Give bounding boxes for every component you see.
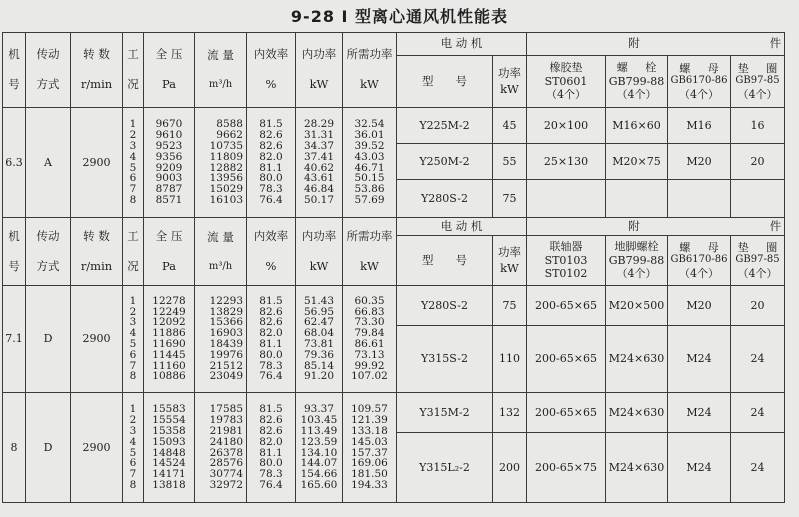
required-power-list <box>343 108 397 218</box>
header-required-power: 所需功率 kW <box>343 218 397 286</box>
list-value: 82.6 <box>259 414 283 427</box>
required-power-list <box>343 393 397 503</box>
header-speed: 转 数 r/min <box>71 218 123 286</box>
list-value: 62.47 <box>303 316 335 329</box>
coupling-cell: 200-65×65 <box>527 393 606 433</box>
list-value: 9209 <box>155 161 183 174</box>
list-value: 12293 <box>209 294 243 307</box>
list-value: 12092 <box>152 316 186 329</box>
header-total-pressure: 全 压 Pa <box>144 33 195 108</box>
list-value: 6 <box>129 348 137 361</box>
anchor-bolt-cell: M24×630 <box>606 326 668 393</box>
speed-cell: 2900 <box>71 393 123 503</box>
list-value: 2 <box>129 305 137 318</box>
list-value: 2 <box>129 414 137 427</box>
motor-model-cell: Y280S-2 <box>397 286 493 326</box>
page-title: 9-28 I 型离心通风机性能表 <box>290 7 509 26</box>
list-value: 6 <box>129 457 137 470</box>
list-value: 14171 <box>152 468 186 481</box>
list-value: 3 <box>129 139 137 152</box>
header-condition: 工 况 <box>123 218 144 286</box>
list-value: 1 <box>129 403 137 416</box>
list-value: 181.50 <box>351 468 388 481</box>
list-value: 154.66 <box>300 468 338 481</box>
list-value: 145.03 <box>351 435 388 448</box>
list-value: 11690 <box>152 338 186 350</box>
list-value: 107.02 <box>351 370 388 383</box>
list-value: 23049 <box>209 370 243 383</box>
total-pressure-list <box>144 286 195 393</box>
header-motor-group: 电 动 机 <box>397 218 527 236</box>
list-value: 82.0 <box>259 327 283 340</box>
list-value: 81.5 <box>259 118 283 131</box>
motor-power-cell: 132 <box>493 393 527 433</box>
list-value: 103.45 <box>300 414 338 427</box>
list-value: 13818 <box>152 478 186 491</box>
condition-list <box>123 393 144 503</box>
list-value: 8787 <box>155 183 183 196</box>
list-value: 157.37 <box>351 446 388 459</box>
washer-cell: 20 <box>731 286 785 326</box>
inner-power-list <box>296 286 343 393</box>
list-value: 113.49 <box>300 424 338 437</box>
header-anchor-bolt: 地脚螺栓 GB799-88 （4个） <box>606 236 668 286</box>
list-value: 8588 <box>216 118 243 131</box>
motor-model-cell: Y315S-2 <box>397 326 493 393</box>
motor-model-cell: Y250M-2 <box>397 144 493 180</box>
motor-power-cell: 55 <box>493 144 527 180</box>
header-motor-model: 型 号 <box>397 236 493 286</box>
list-value: 5 <box>129 338 137 350</box>
motor-power-cell: 75 <box>493 180 527 218</box>
list-value: 99.92 <box>354 359 385 372</box>
total-pressure-list <box>144 108 195 218</box>
coupling-cell: 200-65×65 <box>527 326 606 393</box>
list-value: 81.1 <box>259 446 283 459</box>
list-value: 15583 <box>152 403 186 416</box>
list-value: 14848 <box>152 446 186 459</box>
inner-power-list <box>296 108 343 218</box>
motor-power-cell: 45 <box>493 108 527 144</box>
list-value: 7 <box>129 183 137 196</box>
list-value: 133.18 <box>351 424 388 437</box>
header-motor-power: 功率 kW <box>493 236 527 286</box>
condition-list <box>123 286 144 393</box>
list-value: 9662 <box>216 129 243 142</box>
machine-no-cell: 7.1 <box>3 286 26 393</box>
motor-model-cell: Y280S-2 <box>397 180 493 218</box>
list-value: 32.54 <box>354 118 385 131</box>
list-value: 18439 <box>209 338 243 350</box>
nut-cell: M24 <box>668 433 731 503</box>
list-value: 1 <box>129 118 137 131</box>
list-value: 6 <box>129 172 137 185</box>
header-motor-power: 功率 kW <box>493 56 527 108</box>
list-value: 66.83 <box>354 305 385 318</box>
list-value: 50.17 <box>303 193 335 206</box>
list-value: 82.6 <box>259 424 283 437</box>
list-value: 9523 <box>155 139 183 152</box>
list-value: 2 <box>129 129 137 142</box>
list-value: 76.4 <box>259 370 283 383</box>
list-value: 56.95 <box>303 305 335 318</box>
list-value: 8571 <box>155 193 183 206</box>
header-efficiency: 内效率 % <box>247 33 296 108</box>
washer-cell: 16 <box>731 108 785 144</box>
list-value: 4 <box>129 435 137 448</box>
nut-cell: M24 <box>668 393 731 433</box>
washer-cell: 20 <box>731 144 785 180</box>
transmission-cell: A <box>26 108 71 218</box>
nut-cell: M24 <box>668 326 731 393</box>
section2-group2-row1 <box>3 393 785 433</box>
list-value: 51.43 <box>303 294 335 307</box>
list-value: 19783 <box>209 414 243 427</box>
list-value: 16103 <box>209 193 243 206</box>
header-nut: 螺 母 GB6170-86 （4个） <box>668 236 731 286</box>
performance-table <box>2 32 785 503</box>
list-value: 14524 <box>152 457 186 470</box>
list-value: 50.15 <box>354 172 385 185</box>
list-value: 12249 <box>152 305 186 318</box>
list-value: 15093 <box>152 435 186 448</box>
list-value: 82.0 <box>259 150 283 163</box>
list-value: 11886 <box>152 327 186 340</box>
list-value: 5 <box>129 161 137 174</box>
motor-model-cell: Y315M-2 <box>397 393 493 433</box>
coupling-cell: 200-65×75 <box>527 433 606 503</box>
list-value: 109.57 <box>351 403 388 416</box>
list-value: 60.35 <box>354 294 385 307</box>
list-value: 7 <box>129 468 137 481</box>
list-value: 11809 <box>209 150 243 163</box>
list-value: 134.10 <box>300 446 338 459</box>
header-washer: 垫 圈 GB97-85 （4个） <box>731 236 785 286</box>
list-value: 15358 <box>152 424 186 437</box>
motor-model-cell: Y225M-2 <box>397 108 493 144</box>
nut-cell: M20 <box>668 286 731 326</box>
list-value: 13829 <box>209 305 243 318</box>
list-value: 68.04 <box>303 327 335 340</box>
list-value: 32972 <box>209 478 243 491</box>
list-value: 28576 <box>209 457 243 470</box>
header-flow: 流 量 m³/h <box>195 33 247 108</box>
list-value: 79.36 <box>303 348 335 361</box>
anchor-bolt-cell: M20×500 <box>606 286 668 326</box>
list-value: 9356 <box>155 150 183 163</box>
list-value: 39.52 <box>354 139 385 152</box>
header-washer: 垫 圈 GB97-85 （4个） <box>731 56 785 108</box>
flow-list <box>195 286 247 393</box>
list-value: 121.39 <box>351 414 388 427</box>
list-value: 4 <box>129 327 137 340</box>
header-coupling: 联轴器 ST0103 ST0102 <box>527 236 606 286</box>
list-value: 16903 <box>209 327 243 340</box>
motor-model-cell: Y315L₂-2 <box>397 433 493 503</box>
header-inner-power: 内功率 kW <box>296 218 343 286</box>
section2-header-row1 <box>3 218 785 236</box>
washer-cell: 24 <box>731 393 785 433</box>
bolt-cell: M20×75 <box>606 144 668 180</box>
header-flow: 流 量 m³/h <box>195 218 247 286</box>
list-value: 43.03 <box>354 150 385 163</box>
header-condition: 工 况 <box>123 33 144 108</box>
list-value: 12278 <box>152 294 186 307</box>
transmission-cell: D <box>26 286 71 393</box>
list-value: 123.59 <box>300 435 338 448</box>
list-value: 43.61 <box>303 172 335 185</box>
list-value: 21512 <box>209 359 243 372</box>
section1-data-row1 <box>3 108 785 144</box>
efficiency-list <box>247 393 296 503</box>
list-value: 7 <box>129 359 137 372</box>
header-machine-no: 机 号 <box>3 218 26 286</box>
header-speed: 转 数 r/min <box>71 33 123 108</box>
header-attachments-group: 附 件 <box>527 218 785 236</box>
list-value: 78.3 <box>259 183 283 196</box>
condition-list <box>123 108 144 218</box>
motor-power-cell: 110 <box>493 326 527 393</box>
list-value: 13956 <box>209 172 243 185</box>
list-value: 40.62 <box>303 161 335 174</box>
list-value: 8 <box>129 370 137 383</box>
list-value: 34.37 <box>303 139 335 152</box>
washer-cell: 24 <box>731 433 785 503</box>
flow-list <box>195 108 247 218</box>
list-value: 76.4 <box>259 478 283 491</box>
list-value: 11160 <box>152 359 186 372</box>
list-value: 169.06 <box>351 457 388 470</box>
list-value: 17585 <box>209 403 243 416</box>
rubber-pad-cell: 20×100 <box>527 108 606 144</box>
inner-power-list <box>296 393 343 503</box>
header-machine-no: 机 号 <box>3 33 26 108</box>
list-value: 80.0 <box>259 457 283 470</box>
list-value: 15366 <box>209 316 243 329</box>
section1-header-row1 <box>3 33 785 56</box>
list-value: 73.81 <box>303 338 335 350</box>
coupling-cell: 200-65×65 <box>527 286 606 326</box>
bolt-cell <box>606 180 668 218</box>
list-value: 79.84 <box>354 327 385 340</box>
list-value: 11445 <box>152 348 186 361</box>
list-value: 82.6 <box>259 129 283 142</box>
list-value: 10735 <box>209 139 243 152</box>
list-value: 15029 <box>209 183 243 196</box>
list-value: 30774 <box>209 468 243 481</box>
washer-cell <box>731 180 785 218</box>
list-value: 3 <box>129 424 137 437</box>
list-value: 81.5 <box>259 403 283 416</box>
list-value: 12882 <box>209 161 243 174</box>
anchor-bolt-cell: M24×630 <box>606 393 668 433</box>
header-motor-model: 型 号 <box>397 56 493 108</box>
list-value: 194.33 <box>351 478 388 491</box>
list-value: 10886 <box>152 370 186 383</box>
machine-no-cell: 8 <box>3 393 26 503</box>
list-value: 28.29 <box>303 118 335 131</box>
list-value: 3 <box>129 316 137 329</box>
list-value: 1 <box>129 294 137 307</box>
list-value: 80.0 <box>259 172 283 185</box>
list-value: 86.61 <box>354 338 385 350</box>
nut-cell: M20 <box>668 144 731 180</box>
header-inner-power: 内功率 kW <box>296 33 343 108</box>
list-value: 24180 <box>209 435 243 448</box>
speed-cell: 2900 <box>71 286 123 393</box>
list-value: 82.0 <box>259 435 283 448</box>
list-value: 15554 <box>152 414 186 427</box>
list-value: 76.4 <box>259 193 283 206</box>
list-value: 82.6 <box>259 316 283 329</box>
header-efficiency: 内效率 % <box>247 218 296 286</box>
nut-cell: M16 <box>668 108 731 144</box>
list-value: 57.69 <box>354 193 385 206</box>
list-value: 82.6 <box>259 139 283 152</box>
anchor-bolt-cell: M24×630 <box>606 433 668 503</box>
motor-power-cell: 75 <box>493 286 527 326</box>
header-required-power: 所需功率 kW <box>343 33 397 108</box>
list-value: 19976 <box>209 348 243 361</box>
list-value: 91.20 <box>303 370 335 383</box>
list-value: 81.1 <box>259 338 283 350</box>
list-value: 53.86 <box>354 183 385 196</box>
list-value: 80.0 <box>259 348 283 361</box>
nut-cell <box>668 180 731 218</box>
header-transmission: 传动 方式 <box>26 218 71 286</box>
header-total-pressure: 全 压 Pa <box>144 218 195 286</box>
header-transmission: 传动 方式 <box>26 33 71 108</box>
list-value: 46.84 <box>303 183 335 196</box>
rubber-pad-cell <box>527 180 606 218</box>
header-attachments-group: 附 件 <box>527 33 785 56</box>
required-power-list <box>343 286 397 393</box>
list-value: 31.31 <box>303 129 335 142</box>
list-value: 81.5 <box>259 294 283 307</box>
total-pressure-list <box>144 393 195 503</box>
header-nut: 螺 母 GB6170-86 （4个） <box>668 56 731 108</box>
list-value: 36.01 <box>354 129 385 142</box>
washer-cell: 24 <box>731 326 785 393</box>
list-value: 82.6 <box>259 305 283 318</box>
list-value: 85.14 <box>303 359 335 372</box>
list-value: 8 <box>129 478 137 491</box>
list-value: 81.1 <box>259 161 283 174</box>
transmission-cell: D <box>26 393 71 503</box>
list-value: 93.37 <box>303 403 335 416</box>
section2-group1-row1 <box>3 286 785 326</box>
rubber-pad-cell: 25×130 <box>527 144 606 180</box>
list-value: 5 <box>129 446 137 459</box>
list-value: 165.60 <box>300 478 338 491</box>
header-motor-group: 电 动 机 <box>397 33 527 56</box>
list-value: 46.71 <box>354 161 385 174</box>
list-value: 9670 <box>155 118 183 131</box>
flow-list <box>195 393 247 503</box>
list-value: 21981 <box>209 424 243 437</box>
speed-cell: 2900 <box>71 108 123 218</box>
list-value: 4 <box>129 150 137 163</box>
machine-no-cell: 6.3 <box>3 108 26 218</box>
efficiency-list <box>247 286 296 393</box>
list-value: 73.30 <box>354 316 385 329</box>
list-value: 37.41 <box>303 150 335 163</box>
header-bolt: 螺 栓 GB799-88 （4个） <box>606 56 668 108</box>
efficiency-list <box>247 108 296 218</box>
list-value: 78.3 <box>259 468 283 481</box>
header-rubber-pad: 橡胶垫 ST0601 （4个） <box>527 56 606 108</box>
list-value: 8 <box>129 193 137 206</box>
list-value: 26378 <box>209 446 243 459</box>
list-value: 73.13 <box>354 348 385 361</box>
motor-power-cell: 200 <box>493 433 527 503</box>
list-value: 9610 <box>155 129 183 142</box>
bolt-cell: M16×60 <box>606 108 668 144</box>
list-value: 144.07 <box>300 457 338 470</box>
list-value: 9003 <box>155 172 183 185</box>
list-value: 78.3 <box>259 359 283 372</box>
